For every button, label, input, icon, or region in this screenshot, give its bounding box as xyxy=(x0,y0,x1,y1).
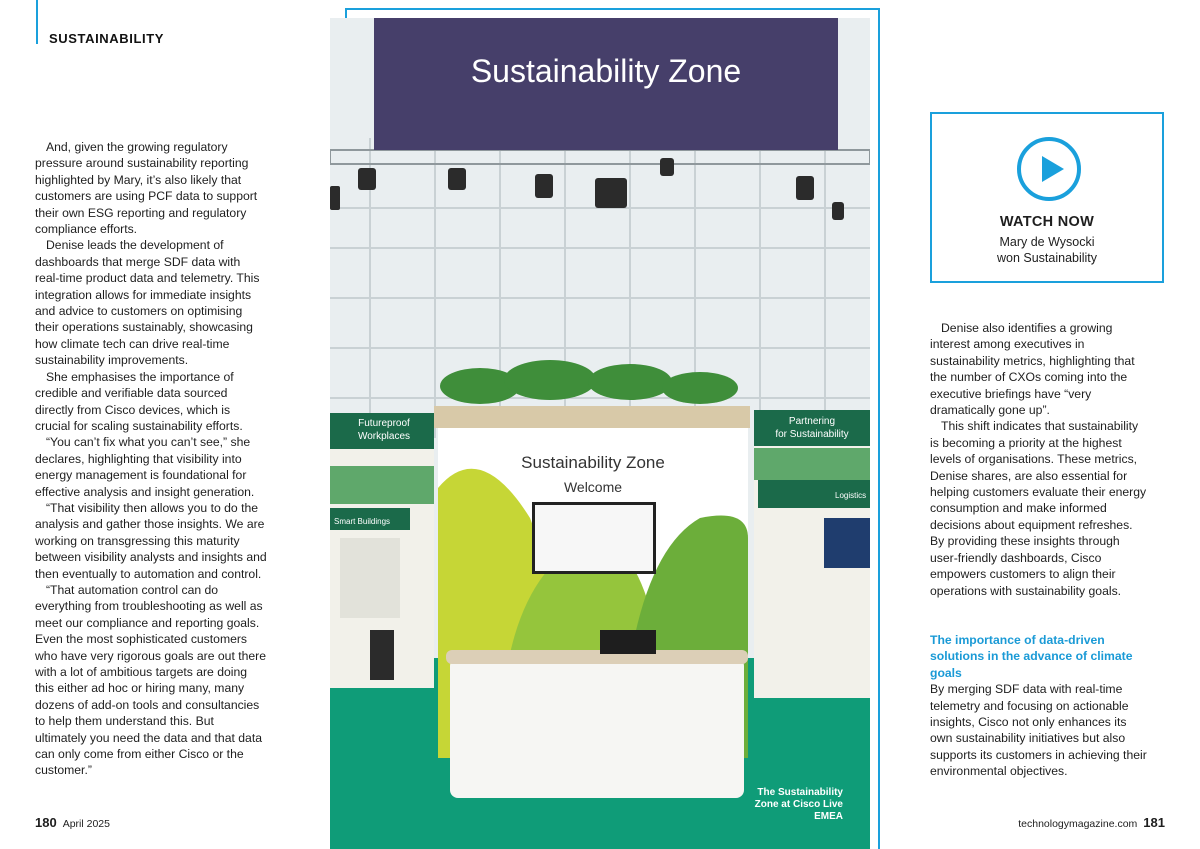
left-article-column xyxy=(35,139,267,779)
section-label: SUSTAINABILITY xyxy=(49,31,165,46)
banner-text: Sustainability Zone xyxy=(470,53,742,89)
watch-now-subtitle xyxy=(932,234,1162,266)
issue-date: April 2025 xyxy=(62,818,110,830)
watch-subtitle-line: won Sustainability xyxy=(996,251,1098,265)
subheading: The importance of data-driven solutions in the advance of climate goals xyxy=(930,633,1133,680)
side-label-right: Logistics xyxy=(835,491,867,500)
paragraph: This shift indicates that sustainability is becoming a priority at the highest levels of organisations. These metrics, Denise shares, are also essential for helping customers evaluate their energy consumption and make informed decisions about equipment refreshes. By providing these insights through user-friendly dashboards, Cisco empowers customers to align their operations with sustainability goals. xyxy=(930,419,1147,598)
booth-subtitle: Welcome xyxy=(563,479,623,495)
paragraph: “You can’t fix what you can’t see,” she declares, highlighting that visibility into energy management is foundational for effective analysis and insight generation. xyxy=(35,435,255,499)
site-name: technologymagazine.com xyxy=(1018,818,1138,830)
paragraph: “That automation control can do everything from troubleshooting as well as meet our compliance and reporting goals. Even the most sophisticated customers who have very rigorous goals are out there with a lot of ambitious targets are doing this either ad hoc or hiring many, many dozens of add-on tools and consultancies to help them understand this. But ultimately you need the data and that data can only come from either Cisco or the customer.” xyxy=(35,582,267,778)
page-number: 180 xyxy=(35,815,57,830)
paragraph: By merging SDF data with real-time telemetry and focusing on actionable insights, Cisco not only enhances its own sustainability initiatives but also supports its customers in achieving their environmental objectives. xyxy=(930,682,1147,779)
paragraph: Denise also identifies a growing interest among executives in sustainability metrics, highlighting that the number of CXOs coming into the executive briefings have “very dramatically gone up”. xyxy=(930,321,1135,418)
watch-now-box[interactable] xyxy=(930,112,1164,283)
section-accent-rule xyxy=(36,0,38,44)
paragraph: Denise leads the development of dashboards that merge SDF data with real-time product data and telemetry. This integration allows for immediate insights and advice to customers on optimising their operations sustainably, showcasing how climate tech can drive real-time sustainability improvements. xyxy=(35,238,260,368)
sign-left: Futureproof Workplaces xyxy=(357,418,411,442)
photo-caption: The Sustainability Zone at Cisco Live EMEA xyxy=(754,787,843,822)
right-article-column-lower xyxy=(930,632,1148,780)
paragraph: She emphasises the importance of credible and verifiable data sourced directly from Cisco devices, which is crucial for scaling sustainability efforts. xyxy=(35,369,243,433)
sign-right: Partnering for Sustainability xyxy=(775,416,849,440)
side-label-left: Smart Buildings xyxy=(334,517,391,526)
booth-title: Sustainability Zone xyxy=(521,453,665,472)
right-article-column xyxy=(930,320,1148,599)
watch-subtitle-line: Mary de Wysocki xyxy=(999,235,1095,249)
page-number: 181 xyxy=(1143,815,1165,830)
play-icon[interactable] xyxy=(1016,136,1082,202)
paragraph: And, given the growing regulatory pressure around sustainability reporting highlighted by Mary, it’s also likely that customers are using PCF data to support their own ESG reporting and regulatory compliance efforts. xyxy=(35,140,258,237)
watch-now-title: WATCH NOW xyxy=(999,214,1095,230)
folio-left xyxy=(35,815,110,830)
booth-photo xyxy=(330,18,870,849)
paragraph: “That visibility then allows you to do the analysis and gather those insights. We are working on transgressing this maturity between visibility analysts and insights and then eventually to automation and control. xyxy=(35,500,267,581)
folio-right xyxy=(1018,815,1165,830)
